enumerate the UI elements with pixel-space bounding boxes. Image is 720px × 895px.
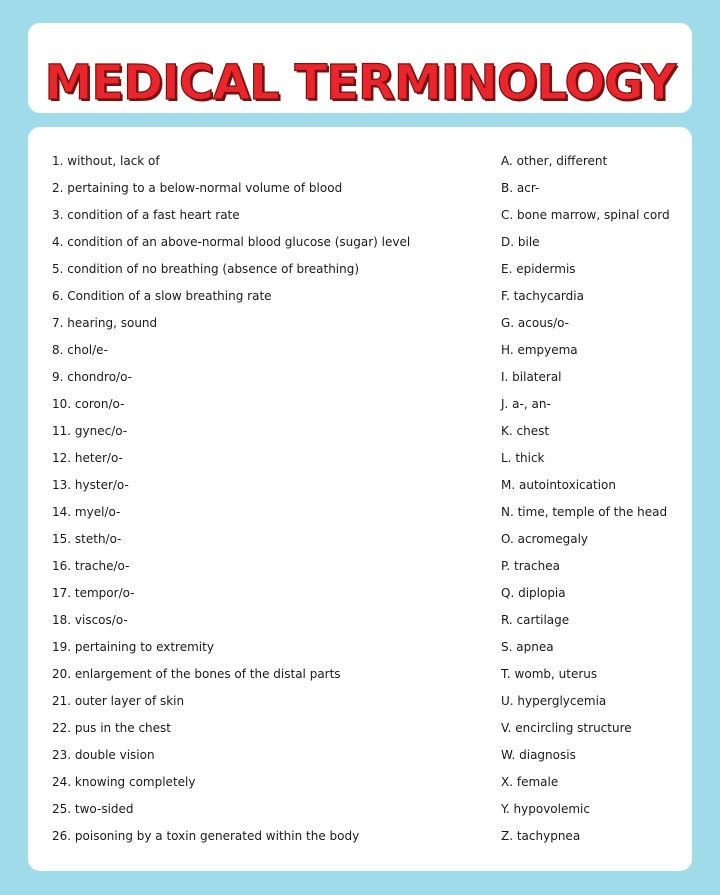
- answer-item: Q. diplopia: [501, 586, 566, 600]
- term-item: 6. Condition of a slow breathing rate: [52, 289, 272, 303]
- term-item: 4. condition of an above-normal blood glucose (sugar) level: [52, 235, 411, 249]
- answer-item: G. acous/o-: [501, 316, 570, 330]
- term-item: 10. coron/o-: [52, 397, 125, 411]
- answer-item: W. diagnosis: [501, 748, 576, 762]
- answer-item: M. autointoxication: [501, 478, 616, 492]
- term-item: 22. pus in the chest: [52, 721, 171, 735]
- term-item: 24. knowing completely: [52, 775, 196, 789]
- term-item: 25. two-sided: [52, 802, 134, 816]
- answer-item: H. empyema: [501, 343, 578, 357]
- answer-item: S. apnea: [501, 640, 554, 654]
- answer-item: A. other, different: [501, 154, 608, 168]
- term-item: 20. enlargement of the bones of the distal parts: [52, 667, 341, 681]
- answer-item: O. acromegaly: [501, 532, 589, 546]
- answer-item: L. thick: [501, 451, 545, 465]
- term-item: 26. poisoning by a toxin generated within the body: [52, 829, 360, 843]
- term-item: 12. heter/o-: [52, 451, 123, 465]
- answer-item: B. acr-: [501, 181, 540, 195]
- answer-item: Z. tachypnea: [501, 829, 581, 843]
- answer-item: U. hyperglycemia: [501, 694, 607, 708]
- answer-item: T. womb, uterus: [501, 667, 598, 681]
- term-item: 17. tempor/o-: [52, 586, 135, 600]
- terms-list: [52, 154, 492, 856]
- worksheet-panel: [28, 127, 692, 871]
- answer-item: N. time, temple of the head: [501, 505, 668, 519]
- term-item: 14. myel/o-: [52, 505, 121, 519]
- answer-item: D. bile: [501, 235, 540, 249]
- answer-item: Y. hypovolemic: [501, 802, 590, 816]
- term-item: 21. outer layer of skin: [52, 694, 185, 708]
- term-item: 1. without, lack of: [52, 154, 160, 168]
- answer-item: C. bone marrow, spinal cord: [501, 208, 670, 222]
- answer-item: I. bilateral: [501, 370, 562, 384]
- answer-item: F. tachycardia: [501, 289, 584, 303]
- term-item: 19. pertaining to extremity: [52, 640, 214, 654]
- answer-item: X. female: [501, 775, 559, 789]
- page-title: MEDICAL TERMINOLOGY: [44, 55, 676, 111]
- answer-item: J. a-, an-: [501, 397, 551, 411]
- term-item: 9. chondro/o-: [52, 370, 132, 384]
- term-item: 8. chol/e-: [52, 343, 108, 357]
- answer-item: V. encircling structure: [501, 721, 632, 735]
- term-item: 13. hyster/o-: [52, 478, 129, 492]
- answers-list: [501, 154, 691, 856]
- term-item: 15. steth/o-: [52, 532, 122, 546]
- answer-item: E. epidermis: [501, 262, 576, 276]
- title-banner: [28, 23, 692, 113]
- answer-item: R. cartilage: [501, 613, 570, 627]
- term-item: 5. condition of no breathing (absence of breathing): [52, 262, 360, 276]
- answer-item: P. trachea: [501, 559, 560, 573]
- term-item: 18. viscos/o-: [52, 613, 128, 627]
- term-item: 2. pertaining to a below-normal volume of blood: [52, 181, 343, 195]
- term-item: 11. gynec/o-: [52, 424, 128, 438]
- term-item: 23. double vision: [52, 748, 155, 762]
- term-item: 7. hearing, sound: [52, 316, 158, 330]
- term-item: 16. trache/o-: [52, 559, 130, 573]
- answer-item: K. chest: [501, 424, 550, 438]
- term-item: 3. condition of a fast heart rate: [52, 208, 240, 222]
